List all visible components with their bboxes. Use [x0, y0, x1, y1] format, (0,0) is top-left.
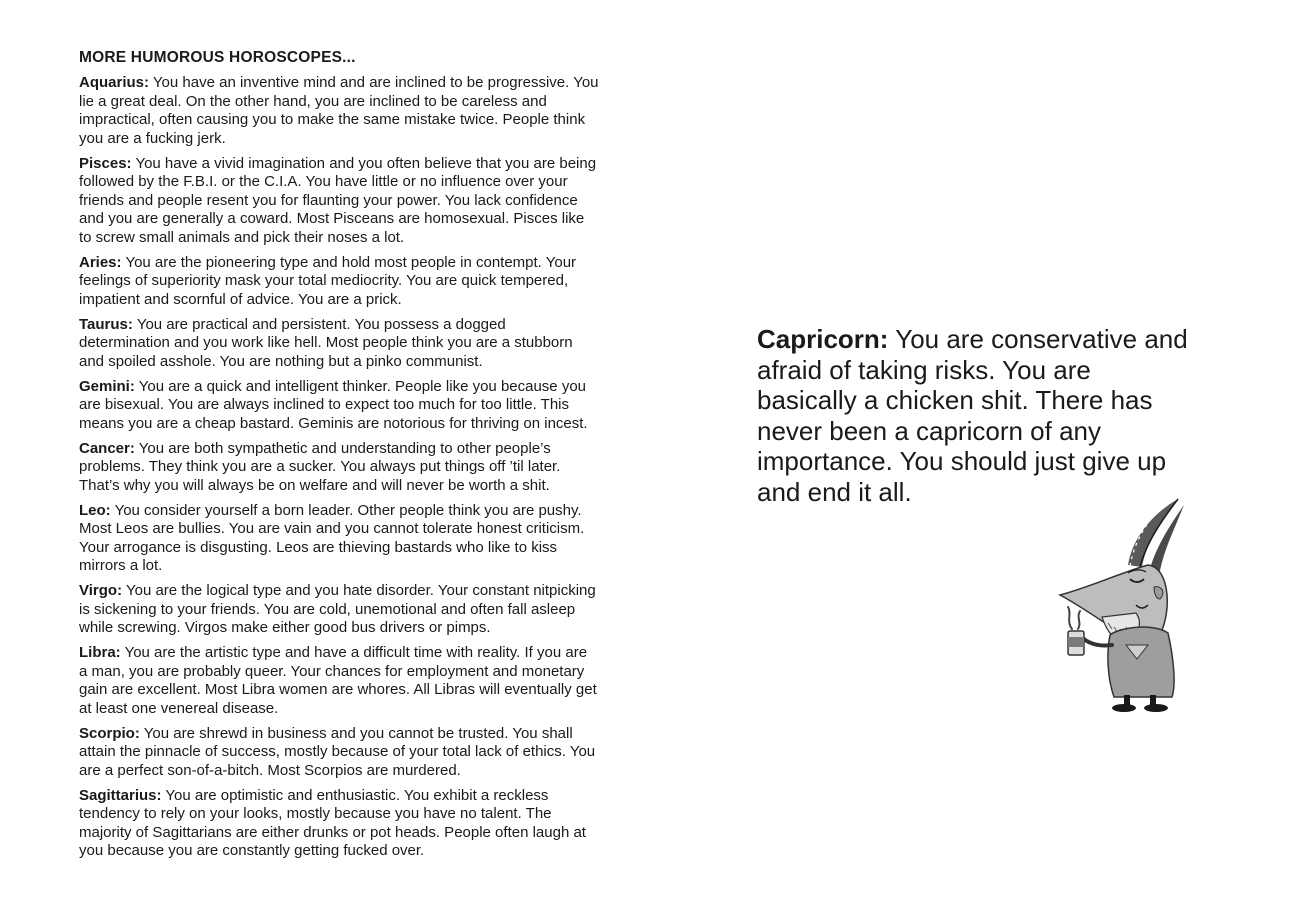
entry-text: You are the pioneering type and hold most people in contempt. Your feelings of superiority mask your total mediocrity. You are quick tempered, impatient and scornful of advice. You are a prick. [79, 253, 577, 308]
entry-text: You are the artistic type and have a difficult time with reality. If you are a man, you are probably queer. Your chances for employment and monetary gain are excellent. Most Libra women are whores. All Libras will eventually get at least one venereal disease. [79, 644, 597, 717]
entry-text: You are a quick and intelligent thinker. People like you because you are bisexual. You are always inclined to expect too much for too little. This means you are a cheap bastard. Geminis are notorious for thriving on incest. [79, 377, 588, 432]
section-heading: MORE HUMOROUS HOROSCOPES... [79, 49, 356, 66]
left-page [79, 49, 599, 867]
horoscope-entry-cancer [79, 440, 599, 496]
sign-label: Sagittarius: [79, 786, 162, 804]
entry-text: You are optimistic and enthusiastic. You exhibit a reckless tendency to rely on your looks, mostly because you have no talent. The majority of Sagittarians are either drunks or pot heads. People often laugh at you because you are constantly getting fucked over. [79, 786, 586, 859]
horoscope-entry-pisces [79, 155, 599, 248]
entry-text: You are the logical type and you hate disorder. Your constant nitpicking is sickening to your friends. You are cold, unemotional and often fall asleep while screwing. Virgos make either good bus drivers or pimps. [79, 582, 596, 636]
entry-text: You are practical and persistent. You possess a dogged determination and you work like hell. Most people think you are a stubborn and spoiled asshole. You are nothing but a pinko communist. [79, 315, 573, 370]
sign-label: Scorpio: [79, 724, 140, 742]
horoscope-entry-sagittarius [79, 787, 599, 861]
right-page [757, 324, 1197, 507]
sign-label: Leo: [79, 501, 111, 519]
entry-text: You are shrewd in business and you cannot be trusted. You shall attain the pinnacle of success, mostly because of your total lack of ethics. You are a perfect son-of-a-bitch. Most Scorpios are murdered. [79, 724, 596, 779]
sign-label: Libra: [79, 644, 121, 661]
feature-text: You are conservative and afraid of taking risks. You are basically a chicken shit. There has never been a capricorn of any importance. You should just give up and end it all. [757, 324, 1188, 507]
sign-label: Pisces: [79, 154, 132, 172]
sign-label: Aries: [79, 253, 122, 271]
horoscope-entry-aquarius [79, 74, 599, 148]
entry-text: You have a vivid imagination and you often believe that you are being followed by the F.B.I. or the C.I.A. You have little or no influence over your friends and people resent you for flaunting your power. You lack confidence and you are generally a coward. Most Pisceans are homosexual. Pisces like to screw small animals and pick their noses a lot. [79, 154, 597, 246]
capricorn-goat-man-illustration [1050, 495, 1190, 715]
capricorn-feature [757, 324, 1197, 507]
entry-text: You have an inventive mind and are inclined to be progressive. You lie a great deal. On the other hand, you are inclined to be careless and impractical, often causing you to make the same mistake twice. People think you are a fucking jerk. [79, 74, 599, 147]
sign-label: Gemini: [79, 377, 135, 395]
horoscope-entry-taurus [79, 316, 599, 372]
sign-label: Cancer: [79, 439, 135, 457]
horoscope-entry-gemini [79, 378, 599, 434]
horoscope-entry-scorpio [79, 725, 599, 781]
sign-label: Taurus: [79, 315, 133, 333]
horoscope-entry-virgo [79, 582, 599, 638]
entry-text: You consider yourself a born leader. Other people think you are pushy. Most Leos are bullies. You are vain and you cannot tolerate honest criticism. Your arrogance is disgusting. Leos are thieving bastards who like to kiss mirrors a lot. [79, 501, 585, 574]
horoscope-entry-libra [79, 644, 599, 718]
feature-sign-label: Capricorn: [757, 324, 889, 354]
horoscope-entry-aries [79, 254, 599, 310]
sign-label: Virgo: [79, 582, 123, 599]
entry-text: You are both sympathetic and understanding to other people’s problems. They think you are a sucker. You always put things off ’til later. That’s why you will always be on welfare and will never be worth a shit. [79, 439, 561, 494]
horoscope-entry-leo [79, 502, 599, 576]
sign-label: Aquarius: [79, 74, 150, 91]
